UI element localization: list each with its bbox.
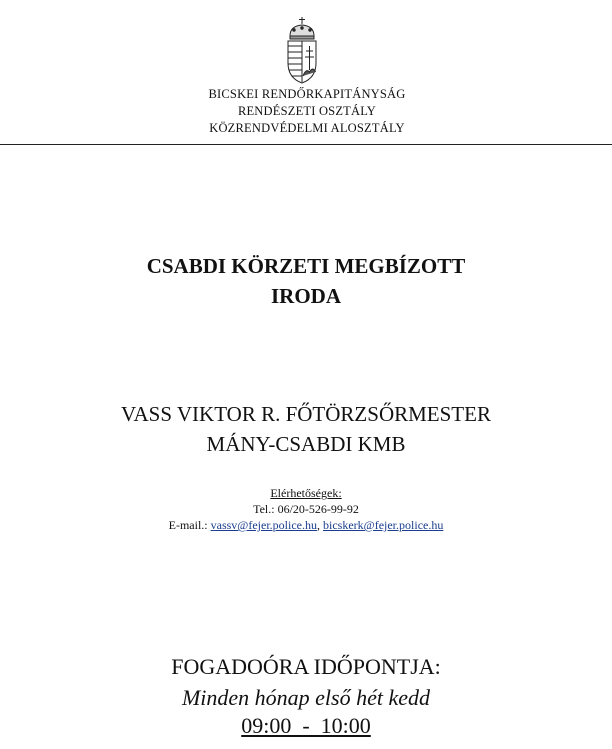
org-line-police-headquarters: BICSKEI RENDŐRKAPITÁNYSÁG: [208, 87, 406, 101]
header-divider: [0, 144, 612, 145]
contacts-heading: Elérhetőségek:: [270, 486, 342, 500]
email-link-station[interactable]: bicskerk@fejer.police.hu: [323, 518, 444, 532]
office-title-line1: CSABDI KÖRZETI MEGBÍZOTT: [146, 254, 466, 278]
office-title-line2: IRODA: [270, 284, 341, 308]
contact-email-line: [0, 518, 612, 533]
office-hours-schedule: Minden hónap első hét kedd: [181, 685, 431, 710]
email-separator: ,: [317, 518, 320, 532]
email-label: E-mail.:: [168, 518, 208, 532]
org-line-subdivision: KÖZRENDVÉDELMI ALOSZTÁLY: [209, 121, 405, 135]
officer-name: VASS VIKTOR R. FŐTÖRZSŐRMESTER: [121, 402, 491, 426]
office-hours-heading: FOGADOÓRA IDŐPONTJA:: [171, 654, 441, 679]
officer-unit: MÁNY-CSABDI KMB: [206, 432, 406, 456]
org-line-department: RENDÉSZETI OSZTÁLY: [237, 104, 377, 118]
office-hours-time: 09:00 - 10:00: [241, 713, 371, 738]
email-link-personal[interactable]: vassv@fejer.police.hu: [210, 518, 317, 532]
contact-phone: Tel.: 06/20-526-99-92: [253, 502, 359, 516]
coat-of-arms-icon: [284, 16, 320, 86]
